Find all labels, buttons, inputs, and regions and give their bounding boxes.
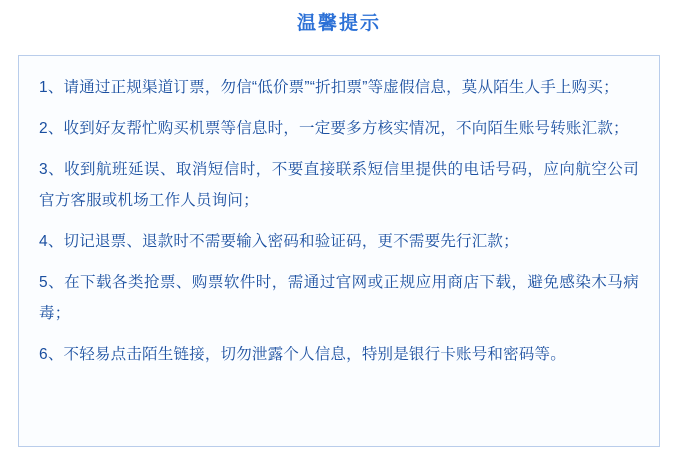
list-item: 5、在下载各类抢票、购票软件时，需通过官网或正规应用商店下载，避免感染木马病毒； xyxy=(39,274,639,322)
list-item: 2、收到好友帮忙购买机票等信息时，一定要多方核实情况，不向陌生账号转账汇款； xyxy=(39,120,629,137)
list-item: 6、不轻易点击陌生链接，切勿泄露个人信息，特别是银行卡账号和密码等。 xyxy=(39,346,566,363)
page-title: 温馨提示 xyxy=(296,13,381,34)
list-item: 1、请通过正规渠道订票，勿信“低价票”“折扣票”等虚假信息，莫从陌生人手上购买； xyxy=(39,79,619,96)
list-item: 4、切记退票、退款时不需要输入密码和验证码，更不需要先行汇款； xyxy=(39,233,519,250)
list-item: 3、收到航班延误、取消短信时，不要直接联系短信里提供的电话号码，应向航空公司官方客服或机场工作人员询问； xyxy=(39,161,639,209)
notice-list-container xyxy=(18,55,660,447)
